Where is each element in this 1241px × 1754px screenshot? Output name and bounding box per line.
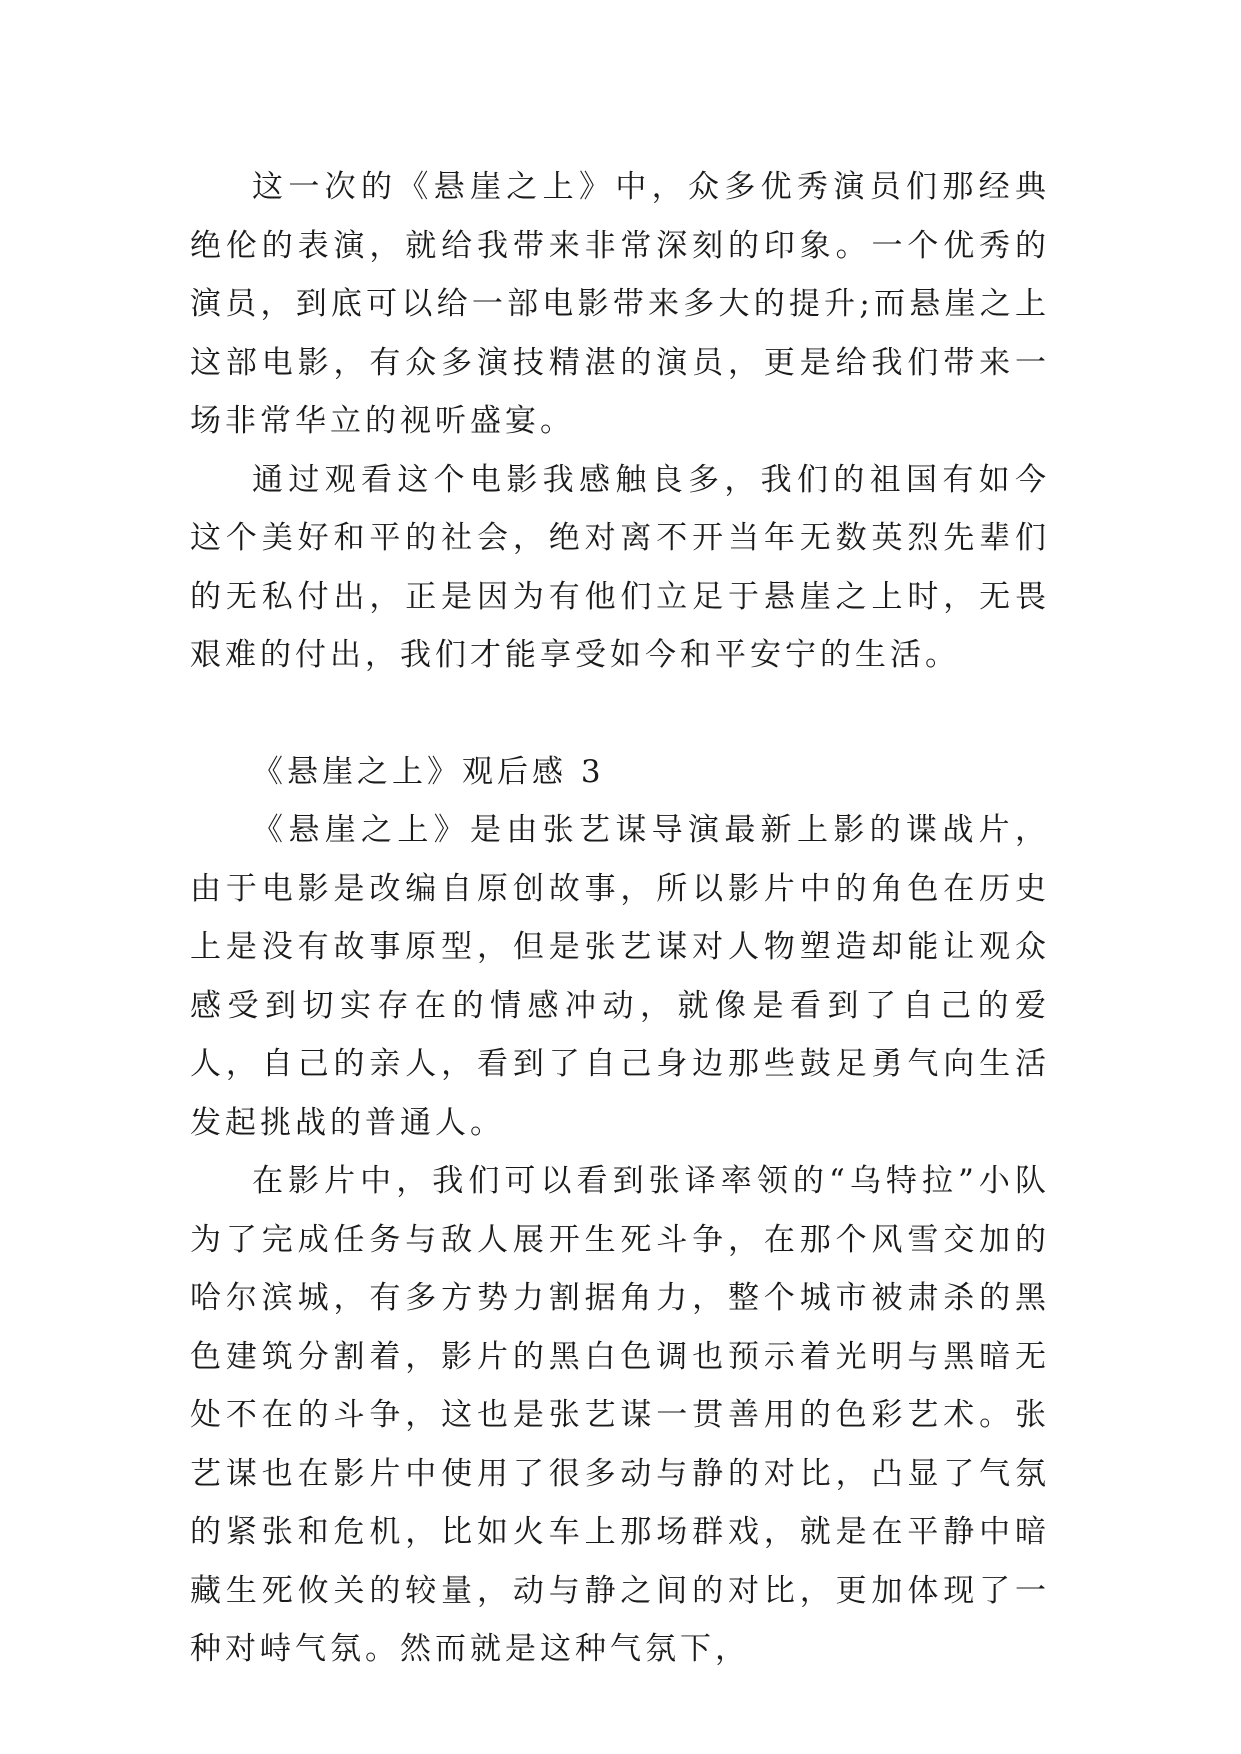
paragraph-reflection: 通过观看这个电影我感触良多，我们的祖国有如今这个美好和平的社会，绝对离不开当年无数英烈先辈们的无私付出，正是因为有他们立足于悬崖之上时，无畏艰难的付出，我们才能享受如今和平安宁的生活。 — [190, 461, 1050, 673]
paragraph-intro: 《悬崖之上》是由张艺谋导演最新上影的谍战片，由于电影是改编自原创故事，所以影片中的角色在历史上是没有故事原型，但是张艺谋对人物塑造却能让观众感受到切实存在的情感冲动，就像是看到了自己的爱人，自己的亲人，看到了自己身边那些鼓足勇气向生活发起挑战的普通人。 — [190, 812, 1050, 1141]
section-title: 《悬崖之上》观后感 3 — [252, 753, 605, 790]
paragraph-analysis: 在影片中，我们可以看到张译率领的“乌特拉”小队为了完成任务与敌人展开生死斗争，在那个风雪交加的哈尔滨城，有多方势力割据角力，整个城市被肃杀的黑色建筑分割着，影片的黑白色调也预示着光明与黑暗无处不在的斗争，这也是张艺谋一贯善用的色彩艺术。张艺谋也在影片中使用了很多动与静的对比，凸显了气氛的紧张和危机，比如火车上那场群戏，就是在平静中暗藏生死攸关的较量，动与静之间的对比，更加体现了一种对峙气氛。然而就是这种气氛下， — [190, 1163, 1050, 1667]
paragraph-performance: 这一次的《悬崖之上》中，众多优秀演员们那经典绝伦的表演，就给我带来非常深刻的印象。一个优秀的演员，到底可以给一部电影带来多大的提升;而悬崖之上这部电影，有众多演技精湛的演员，更是给我们带来一场非常华立的视听盛宴。 — [190, 169, 1050, 439]
document-body — [190, 158, 1050, 1679]
